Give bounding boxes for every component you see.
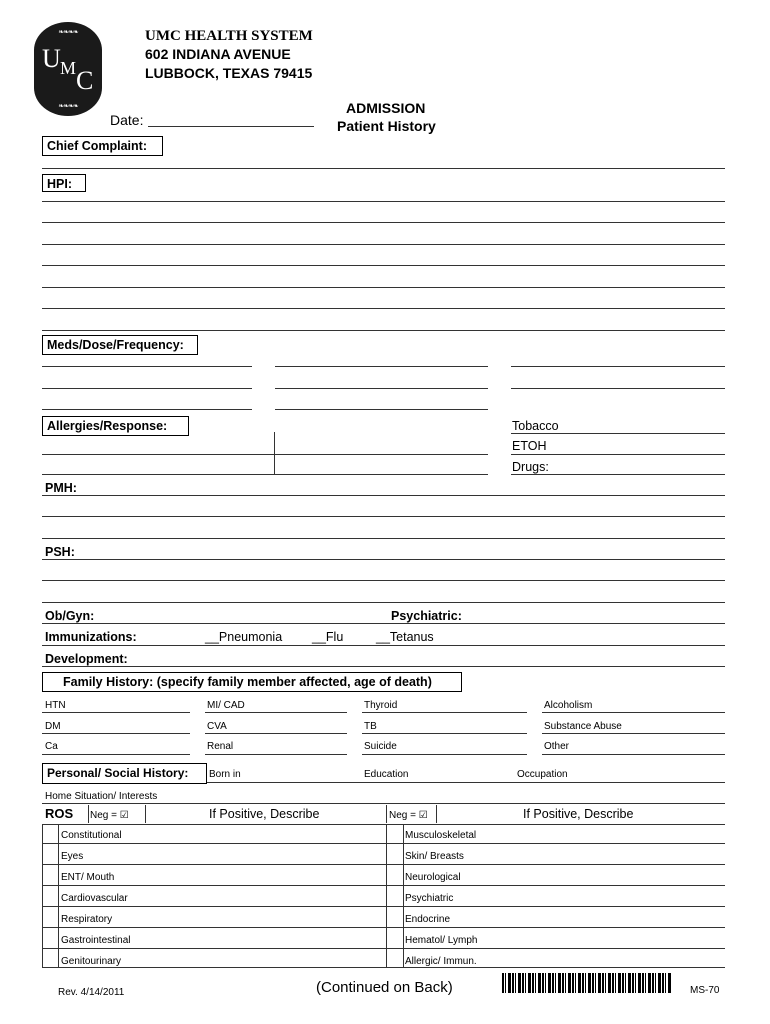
meds-line[interactable] (42, 388, 252, 389)
hpi-line[interactable] (42, 244, 725, 245)
family-item-dm: DM (45, 721, 61, 732)
ros-row-line[interactable] (42, 967, 725, 968)
ros-label: ROS (45, 806, 74, 821)
ros-item-gastrointestinal: Gastrointestinal (61, 935, 131, 946)
psychiatric-label: Psychiatric: (391, 609, 462, 623)
ros-neg-left: Neg = ☑ (90, 810, 129, 821)
ros-item-allergic-immun: Allergic/ Immun. (405, 956, 477, 967)
ros-left-border (42, 824, 43, 967)
ros-neg-right: Neg = ☑ (389, 810, 428, 821)
date-field-line[interactable] (148, 126, 314, 127)
family-line[interactable] (362, 733, 527, 734)
revision-label: Rev. 4/14/2011 (58, 987, 125, 998)
allergies-label: Allergies/Response: (42, 416, 189, 436)
logo-letter-u: U (42, 44, 61, 73)
meds-line[interactable] (42, 366, 252, 367)
psh-line[interactable] (42, 559, 725, 560)
org-name: UMC HEALTH SYSTEM (145, 28, 313, 44)
umc-logo (34, 22, 102, 116)
ros-row-line[interactable] (42, 927, 725, 928)
family-item-thyroid: Thyroid (364, 700, 398, 711)
psh-label: PSH: (45, 545, 75, 559)
form-title: ADMISSION (346, 100, 426, 116)
social-history-label: Personal/ Social History: (42, 763, 207, 784)
ros-if-positive-right: If Positive, Describe (523, 807, 634, 821)
hpi-line[interactable] (42, 265, 725, 266)
meds-line[interactable] (511, 388, 725, 389)
social-line[interactable] (207, 782, 725, 783)
ros-item-endocrine: Endocrine (405, 914, 451, 925)
ros-divider (436, 805, 437, 823)
ros-item-psychiatric: Psychiatric (405, 893, 454, 904)
hpi-line[interactable] (42, 308, 725, 309)
ros-item-skin-breasts: Skin/ Breasts (405, 851, 464, 862)
family-line[interactable] (542, 733, 725, 734)
chief-complaint-label: Chief Complaint: (42, 136, 163, 156)
obgyn-label: Ob/Gyn: (45, 609, 95, 623)
family-item-suicide: Suicide (364, 741, 397, 752)
immunizations-label: Immunizations: (45, 630, 137, 644)
hpi-line[interactable] (42, 222, 725, 223)
family-line[interactable] (42, 754, 190, 755)
allergies-line[interactable] (42, 454, 488, 455)
development-label: Development: (45, 652, 128, 666)
logo-letter-c: C (76, 66, 94, 95)
etoh-label: ETOH (512, 439, 547, 453)
pmh-line[interactable] (42, 516, 725, 517)
meds-label: Meds/Dose/Frequency: (42, 335, 198, 355)
family-line[interactable] (205, 754, 347, 755)
family-line[interactable] (362, 712, 527, 713)
family-item-other: Other (544, 741, 570, 752)
family-item-alcoholism: Alcoholism (544, 700, 593, 711)
allergies-divider (274, 432, 275, 474)
pmh-line[interactable] (42, 538, 725, 539)
ros-divider (88, 805, 89, 823)
ros-if-positive-left: If Positive, Describe (209, 807, 320, 821)
ros-row-line[interactable] (42, 948, 725, 949)
family-item-cva: CVA (207, 721, 227, 732)
ros-header-line (42, 824, 725, 825)
pneumonia-option[interactable]: __Pneumonia (205, 630, 283, 644)
drugs-line[interactable] (511, 474, 725, 475)
family-line[interactable] (542, 712, 725, 713)
continued-label: (Continued on Back) (316, 979, 453, 996)
psh-line[interactable] (42, 602, 725, 603)
form-subtitle: Patient History (337, 118, 436, 134)
ros-item-genitourinary: Genitourinary (61, 956, 122, 967)
ros-divider (386, 805, 387, 823)
ros-item-eyes: Eyes (61, 851, 84, 862)
date-label: Date: (110, 112, 144, 128)
meds-line[interactable] (511, 366, 725, 367)
tobacco-label: Tobacco (512, 419, 559, 433)
allergies-line[interactable] (42, 474, 488, 475)
hpi-line[interactable] (42, 201, 725, 202)
meds-line[interactable] (42, 409, 252, 410)
pmh-line[interactable] (42, 495, 725, 496)
ros-item-cardiovascular: Cardiovascular (61, 893, 128, 904)
ros-item-ent-mouth: ENT/ Mouth (61, 872, 115, 883)
ros-item-hematol-lymph: Hematol/ Lymph (405, 935, 478, 946)
family-line[interactable] (205, 712, 347, 713)
pmh-label: PMH: (45, 481, 77, 495)
ros-top-line (42, 803, 725, 804)
family-item-mi-cad: MI/ CAD (207, 700, 245, 711)
ros-row-line[interactable] (42, 906, 725, 907)
family-item-htn: HTN (45, 700, 66, 711)
family-item-tb: TB (364, 721, 377, 732)
family-line[interactable] (42, 712, 190, 713)
address-line-2: LUBBOCK, TEXAS 79415 (145, 65, 313, 81)
address-line-1: 602 INDIANA AVENUE (145, 46, 291, 62)
hpi-line[interactable] (42, 330, 725, 331)
ros-middle-border (386, 824, 387, 967)
family-line[interactable] (542, 754, 725, 755)
education-label: Education (364, 769, 409, 780)
ros-check-column (58, 824, 59, 967)
psh-line[interactable] (42, 580, 725, 581)
barcode (502, 973, 672, 993)
family-line[interactable] (205, 733, 347, 734)
logo-ornament-top: ❧❧❧❧ (58, 29, 78, 36)
chief-complaint-line[interactable] (42, 168, 725, 169)
logo-ornament-bottom: ❧❧❧❧ (58, 103, 78, 110)
family-item-ca: Ca (45, 741, 58, 752)
family-line[interactable] (42, 733, 190, 734)
flu-option[interactable]: __Flu (312, 630, 344, 644)
ros-row-line[interactable] (42, 864, 725, 865)
ros-item-respiratory: Respiratory (61, 914, 113, 925)
family-history-label: Family History: (specify family member affected, age of death) (42, 672, 462, 692)
form-code: MS-70 (690, 985, 720, 996)
etoh-line[interactable] (511, 454, 725, 455)
ros-check-column (403, 824, 404, 967)
born-in-label: Born in (209, 769, 241, 780)
obgyn-line[interactable] (42, 623, 725, 624)
ros-divider (145, 805, 146, 823)
immunizations-line[interactable] (42, 645, 725, 646)
meds-line[interactable] (275, 388, 488, 389)
tobacco-line[interactable] (511, 433, 725, 434)
family-line[interactable] (362, 754, 527, 755)
ros-item-constitutional: Constitutional (61, 830, 122, 841)
ros-item-neurological: Neurological (405, 872, 461, 883)
tetanus-option[interactable]: __Tetanus (376, 630, 434, 644)
logo-letter-m: M (60, 58, 77, 78)
drugs-label: Drugs: (512, 460, 549, 474)
family-item-renal: Renal (207, 741, 234, 752)
meds-line[interactable] (275, 366, 488, 367)
hpi-label: HPI: (42, 174, 86, 192)
ros-row-line[interactable] (42, 885, 725, 886)
hpi-line[interactable] (42, 287, 725, 288)
meds-line[interactable] (275, 409, 488, 410)
occupation-label: Occupation (517, 769, 568, 780)
ros-item-musculoskeletal: Musculoskeletal (405, 830, 477, 841)
home-situation-label: Home Situation/ Interests (45, 791, 158, 802)
development-line[interactable] (42, 666, 725, 667)
ros-row-line[interactable] (42, 843, 725, 844)
family-item-substance-abuse: Substance Abuse (544, 721, 622, 732)
